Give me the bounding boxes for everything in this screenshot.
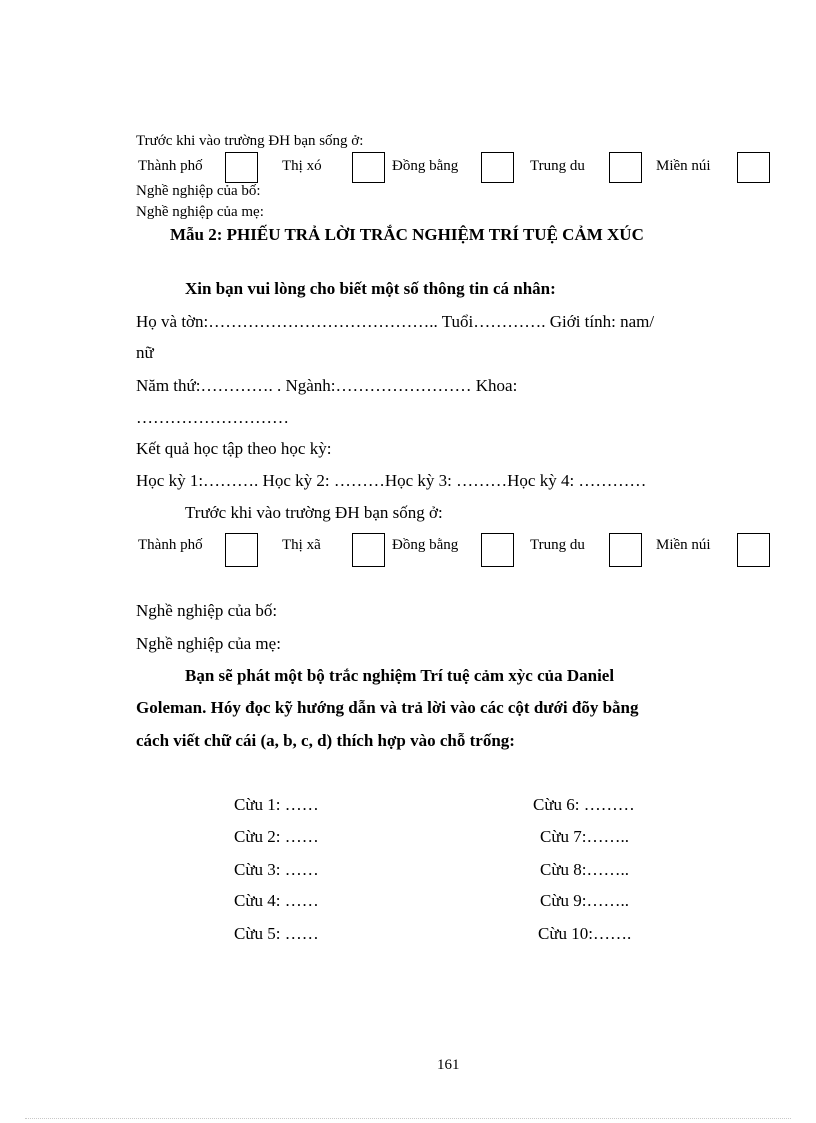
checkbox-city[interactable] <box>225 533 258 567</box>
faculty-continuation: ……………………… <box>136 408 289 427</box>
top-checkbox-town[interactable] <box>352 152 385 183</box>
mother-job: Nghề nghiệp của mẹ: <box>136 634 281 653</box>
top-father-job: Nghề nghiệp của bố: <box>136 183 261 199</box>
form-title: Mẫu 2: PHIẾU TRẢ LỜI TRẮC NGHIỆM TRÍ TUỆ CẢM XÚC <box>170 225 644 244</box>
answer-7: Cừu 7:…….. <box>540 827 630 846</box>
instructions-line-1: Bạn sẽ phát một bộ trắc nghiệm Trí tuệ cảm xỳc của Daniel <box>185 666 615 685</box>
answer-3: Cừu 3: …… <box>234 860 319 879</box>
answer-4: Cừu 4: …… <box>234 891 319 910</box>
year-major-faculty-line: Năm thứ:…………. . Ngành:…………………… Khoa: <box>136 376 518 395</box>
option-delta: Đồng bằng <box>392 537 459 553</box>
top-checkbox-midland[interactable] <box>609 152 642 183</box>
top-checkbox-city[interactable] <box>225 152 258 183</box>
option-mountain: Miền núi <box>656 537 711 553</box>
personal-info-heading: Xin bạn vui lòng cho biết một số thông tin cá nhân: <box>185 279 556 298</box>
answer-5: Cừu 5: …… <box>234 924 319 943</box>
top-option-mountain: Miền núi <box>656 158 711 174</box>
top-option-delta: Đồng bằng <box>392 158 459 174</box>
instructions-line-2: Goleman. Hóy đọc kỹ hướng dẫn và trả lời vào các cột dưới đõy bằng <box>136 698 639 717</box>
answer-8: Cừu 8:…….. <box>540 860 630 879</box>
answer-1: Cừu 1: …… <box>234 795 319 814</box>
option-midland: Trung du <box>530 537 585 553</box>
instructions-line-3: cách viết chữ cái (a, b, c, d) thích hợp vào chỗ trống: <box>136 731 515 750</box>
top-mother-job: Nghề nghiệp của mẹ: <box>136 204 264 220</box>
footer-divider <box>25 1118 791 1119</box>
page-number: 161 <box>437 1057 460 1073</box>
top-checkbox-mountain[interactable] <box>737 152 770 183</box>
option-city: Thành phố <box>138 537 203 553</box>
answer-2: Cừu 2: …… <box>234 827 319 846</box>
checkbox-mountain[interactable] <box>737 533 770 567</box>
top-residence-question: Trước khi vào trường ĐH bạn sống ở: <box>136 133 364 149</box>
father-job: Nghề nghiệp của bố: <box>136 601 278 620</box>
checkbox-town[interactable] <box>352 533 385 567</box>
answer-9: Cừu 9:…….. <box>540 891 630 910</box>
top-checkbox-delta[interactable] <box>481 152 514 183</box>
results-label: Kết quả học tập theo học kỳ: <box>136 439 332 458</box>
top-option-city: Thành phố <box>138 158 203 174</box>
checkbox-midland[interactable] <box>609 533 642 567</box>
gender-continuation: nữ <box>136 343 154 362</box>
option-town: Thị xã <box>282 537 321 553</box>
semesters-line: Học kỳ 1:………. Học kỳ 2: ………Học kỳ 3: ………Học kỳ 4: ………… <box>136 471 647 490</box>
top-option-town: Thị xó <box>282 158 322 174</box>
answer-6: Cừu 6: ……… <box>533 795 635 814</box>
checkbox-delta[interactable] <box>481 533 514 567</box>
answer-10: Cừu 10:……. <box>538 924 632 943</box>
residence-question: Trước khi vào trường ĐH bạn sống ở: <box>185 503 443 522</box>
name-age-gender-line: Họ và tờn:………………………………….. Tuổi…………. Giới tính: nam/ <box>136 312 655 331</box>
top-option-midland: Trung du <box>530 158 585 174</box>
